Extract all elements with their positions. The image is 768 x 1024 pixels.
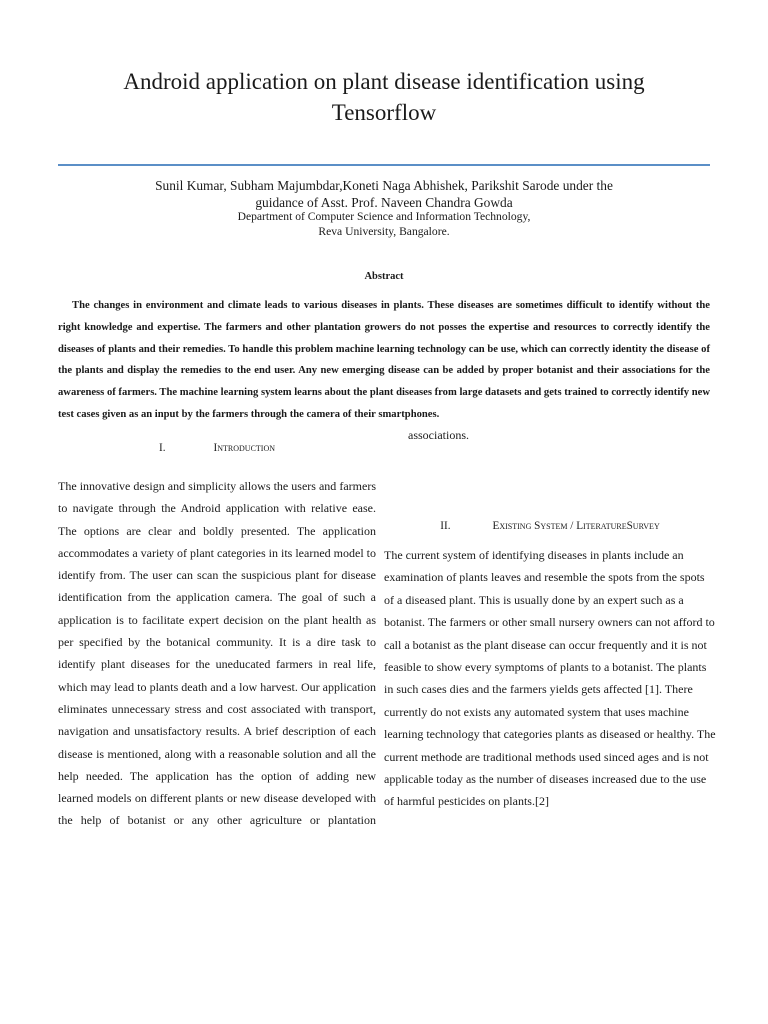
abstract-text: The changes in environment and climate leads to various diseases in plants. These diseases are sometimes difficult to identify without the right knowledge and expertise. The farmers and other plantation growers do not posses the expertise and resources to correctly identify the diseases of plants and their remedies. To handle this problem machine learning technology can be use, which can correctly identity the disease of the plants and display the remedies to the end user. Any new emerging disease can be added by proper botanist and their associations for the awareness of farmers. The machine learning system learns about the plant diseases from large datasets and gets trained to correctly identify new test cases given as an input by the farmers through the camera of their smartphones. <box>58 300 710 420</box>
introduction-text: The innovative design and simplicity allows the users and farmers to navigate through the Android application with relative ease. The options are clear and boldly presented. The application accommodates a variety of plant categories in its learned model to identify from. The user can scan the suspicious plant for disease identification from the application camera. The goal of such a application is to facilitate expert decision on the plant health as per specified by the botanical community. It is a dire task to identify plant diseases for the uneducated farmers in real life, which may lead to plants death and a low harvest. Our application eliminates unnecessary stress and cost associated with transport, navigation and unsatisfactory results. A brief description of each disease is mentioned, along with a reasonable solution and all the help needed. The application has the option of adding new learned models on different plants or new disease developed with the help of botanist or any other agriculture or plantation <box>58 479 376 828</box>
introduction-continuation: associations. <box>408 428 469 442</box>
affiliation <box>120 210 648 239</box>
abstract-heading: Abstract <box>364 271 404 282</box>
authors-line-2: guidance of Asst. Prof. Naveen Chandra Gowda <box>255 195 513 210</box>
existing-system-text: The current system of identifying diseases in plants include an examination of plants leaves and resemble the spots from the spots of a diseased plant. This is usually done by an expert such as a botanist. The farmers or other small nursery owners can not afford to call a botanist as the plant disease can occur frequently and it is not feasible to show every symptoms of plants to a botanist. The plants in such cases dies and the farmers yields gets affected [1]. There currently do not exists any automated system that uses machine learning technology that categories plants as diseased or healthy. The current methode are traditional methods used sinced ages and is not applicable today as the number of diseases increased due to the use of harmful pesticides on plants.[2] <box>384 548 716 809</box>
right-column <box>384 426 716 813</box>
affiliation-line-2: Reva University, Bangalore. <box>318 224 450 238</box>
existing-system-heading <box>384 520 716 532</box>
authors <box>100 177 668 211</box>
left-column <box>58 442 376 832</box>
affiliation-line-1: Department of Computer Science and Information Technology, <box>237 210 531 223</box>
introduction-heading <box>58 442 376 454</box>
title-divider <box>58 164 710 166</box>
existing-system-number: II. <box>440 520 451 532</box>
existing-system-title: Existing System / LiteratureSurvey <box>492 520 660 532</box>
introduction-number: I. <box>158 442 166 454</box>
introduction-title: Introduction <box>213 442 276 454</box>
paper-title: Android application on plant disease identification using Tensorflow <box>123 69 645 125</box>
authors-line-1: Sunil Kumar, Subham Majumbdar,Koneti Naga Abhishek, Parikshit Sarode under the <box>155 178 613 193</box>
